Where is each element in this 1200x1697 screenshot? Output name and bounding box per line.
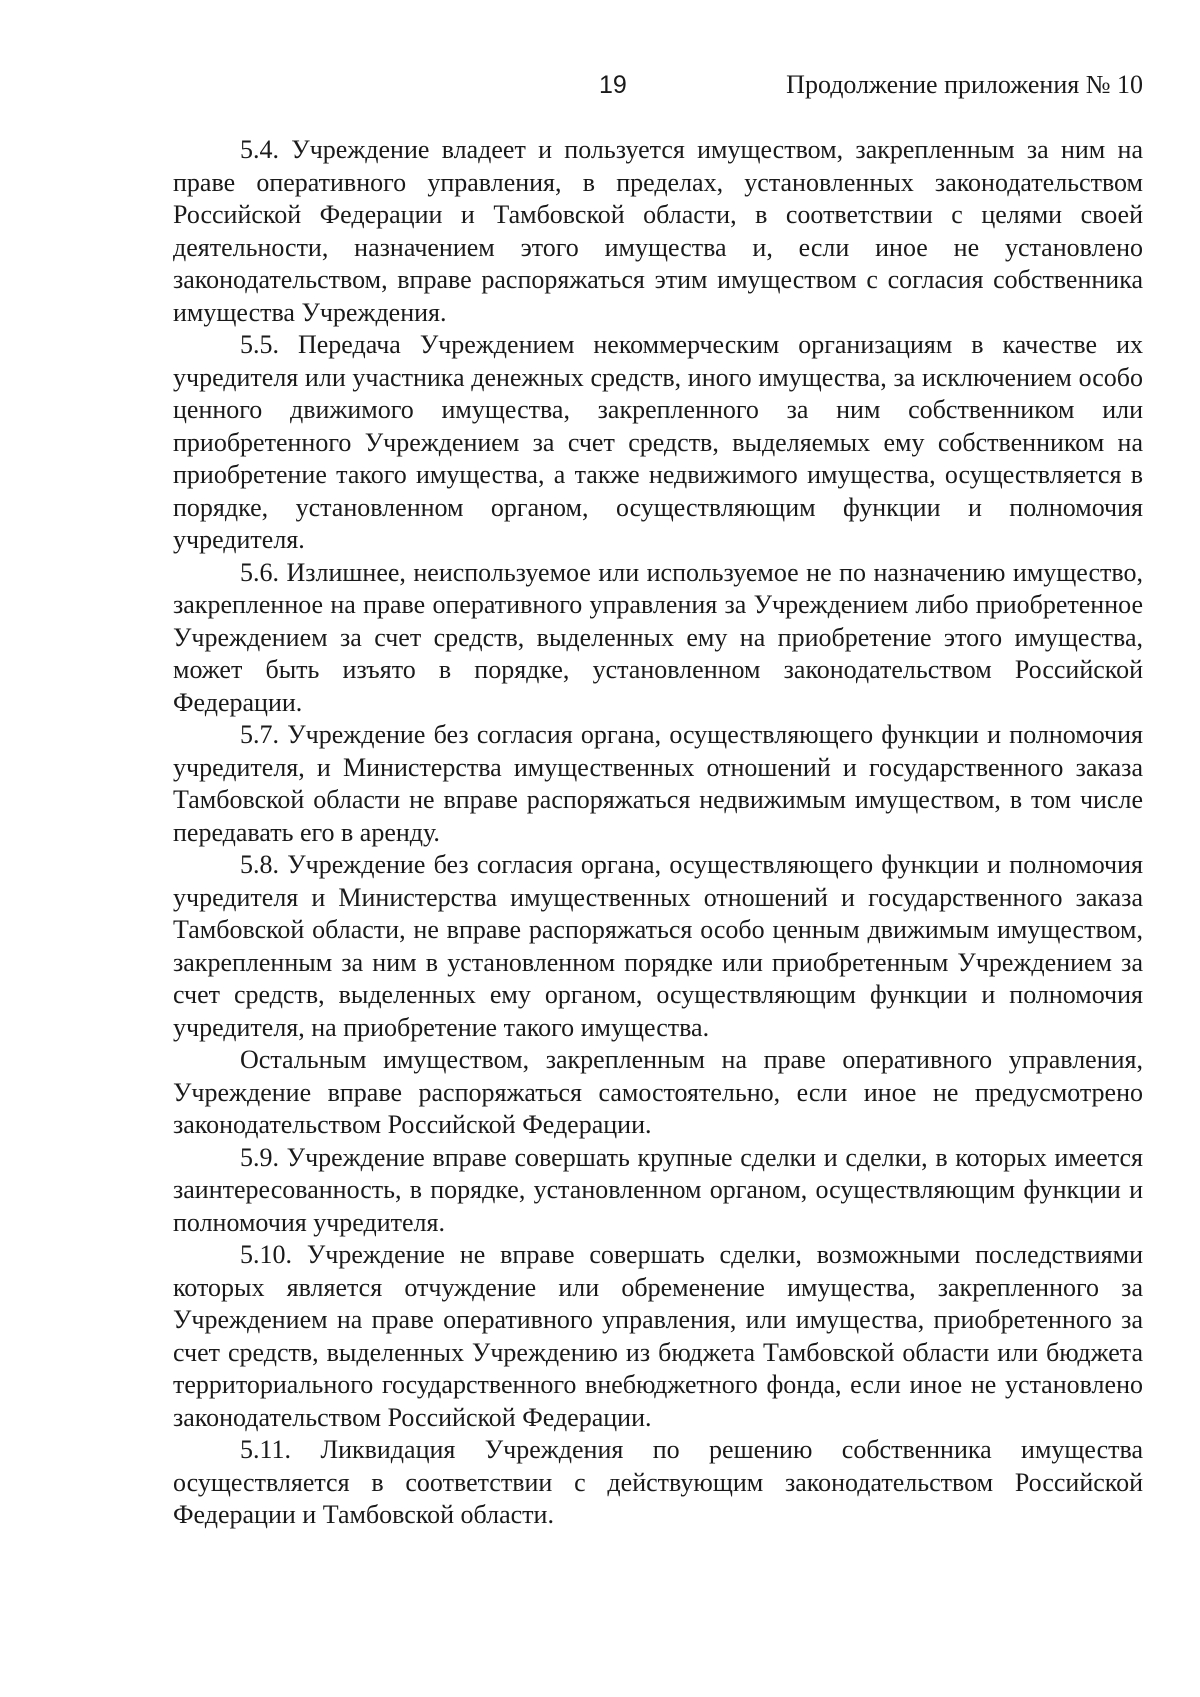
page-number: 19: [599, 71, 627, 99]
paragraph-5-4: 5.4. Учреждение владеет и пользуется имуществом, закрепленным за ним на праве оперативного управления, в пределах, установленных законодательством Российской Федерации и Тамбовской области, в соответствии с целями своей деятельности, назначением этого имущества и, если иное не установлено законодательством, вправе распоряжаться этим имуществом с согласия собственника имущества Учреждения.: [173, 135, 1143, 327]
paragraph-5-8-continued: Остальным имуществом, закрепленным на праве оперативного управления, Учреждение вправе распоряжаться самостоятельно, если иное не предусмотрено законодательством Российской Федерации.: [173, 1045, 1143, 1139]
paragraph-5-5: 5.5. Передача Учреждением некоммерческим организациям в качестве их учредителя или участника денежных средств, иного имущества, за исключением особо ценного движимого имущества, закрепленного за ним собственником или приобретенного Учреждением за счет средств, выделяемых ему собственником на приобретение такого имущества, а также недвижимого имущества, осуществляется в порядке, установленном органом, осуществляющим функции и полномочия учредителя.: [173, 330, 1143, 554]
paragraph-5-9: 5.9. Учреждение вправе совершать крупные сделки и сделки, в которых имеется заинтересованность, в порядке, установленном органом, осуществляющим функции и полномочия учредителя.: [173, 1142, 1143, 1237]
paragraph-5-10: 5.10. Учреждение не вправе совершать сделки, возможными последствиями которых является отчуждение или обременение имущества, закрепленного за Учреждением на праве оперативного управления, или имущества, приобретенного за счет средств, выделенных Учреждению из бюджета Тамбовской области или бюджета территориального государственного внебюджетного фонда, если иное не установлено законодательством Российской Федерации.: [173, 1240, 1143, 1432]
paragraph-5-8: 5.8. Учреждение без согласия органа, осуществляющего функции и полномочия учредителя и Министерства имущественных отношений и государственного заказа Тамбовской области, не вправе распоряжаться особо ценным движимым имуществом, закрепленным за ним в установленном порядке или приобретенным Учреждением за счет средств, выделенных ему органом, осуществляющим функции и полномочия учредителя, на приобретение такого имущества.: [173, 850, 1143, 1042]
paragraph-5-11: 5.11. Ликвидация Учреждения по решению собственника имущества осуществляется в соответствии с действующим законодательством Российской Федерации и Тамбовской области.: [173, 1435, 1143, 1529]
paragraph-5-6: 5.6. Излишнее, неиспользуемое или используемое не по назначению имущество, закрепленное на праве оперативного управления за Учреждением либо приобретенное Учреждением за счет средств, выделенных ему на приобретение этого имущества, может быть изъято в порядке, установленном законодательством Российской Федерации.: [173, 557, 1143, 717]
page-header-title: Продолжение приложения № 10: [786, 70, 1143, 99]
document-body: [173, 134, 1143, 1532]
paragraph-5-7: 5.7. Учреждение без согласия органа, осуществляющего функции и полномочия учредителя, и Министерства имущественных отношений и государственного заказа Тамбовской области не вправе распоряжаться недвижимым имуществом, в том числе передавать его в аренду.: [173, 720, 1143, 847]
